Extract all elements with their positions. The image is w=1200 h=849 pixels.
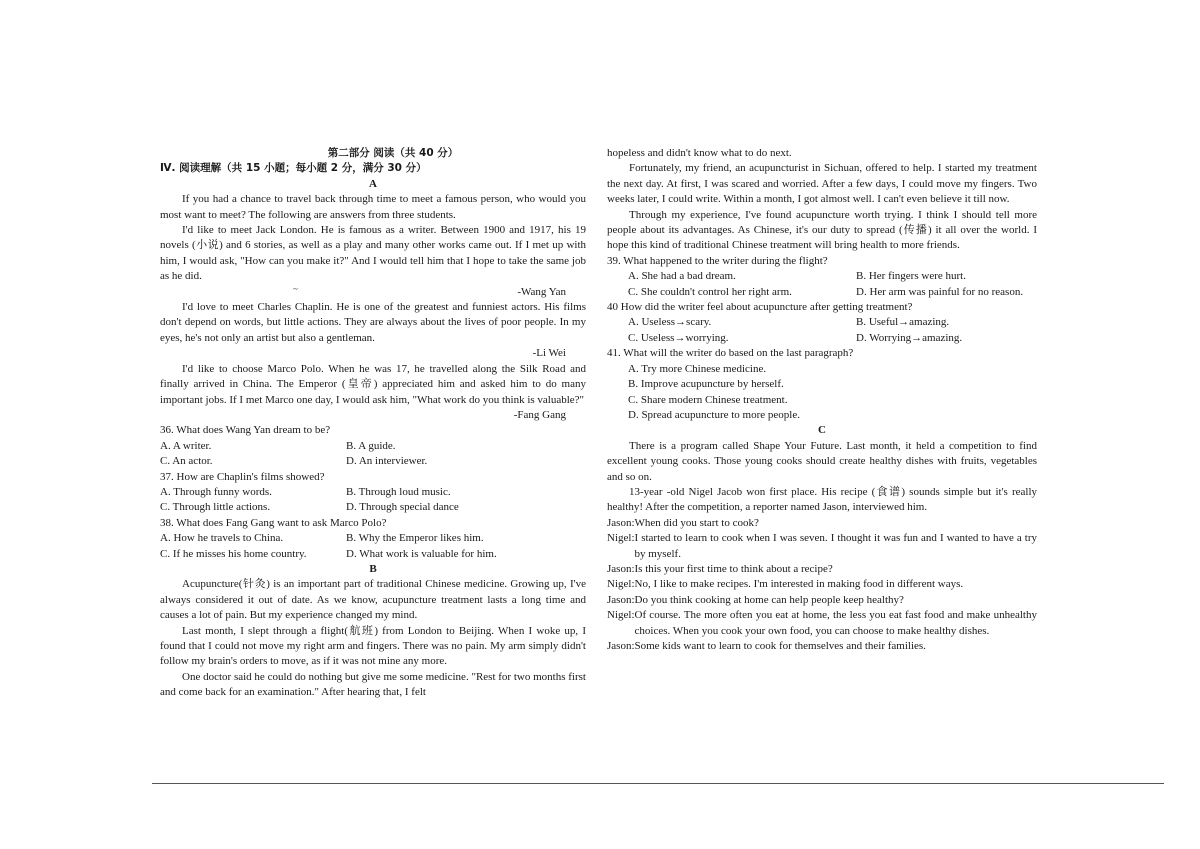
option-a: A. She had a bad dream.: [628, 270, 736, 283]
passage-b-paragraph-5: Through my experience, I've found acupuncture worth trying. I think I should tell more people about its advantages. As Chinese, it's our duty to spread (传播) it all over the world. I hope this kind of traditional Chinese treatment will bring health to more friends.: [607, 208, 1037, 252]
passage-b-continuation: hopeless and didn't know what to do next.: [607, 147, 792, 159]
dialogue-text: Of course. The more often you eat at home, the less you eat fast food and make unhealthy choices. When you cook your own food, you can choose to make healthy dishes.: [634, 609, 1037, 637]
option-d: D. An interviewer.: [346, 455, 428, 468]
passage-b-paragraph-2: Last month, I slept through a flight(航班) from London to Beijing. When I woke up, I found that I could not move my right arm and fingers. There was no pain. My arm simply didn't follow my brain's orders to move, as if it was not mine any more.: [160, 624, 586, 668]
passage-c-paragraph-2: 13-year -old Nigel Jacob won first place. His recipe (食谱) sounds simple but it's really healthy! After the competition, a reporter named Jason, interviewed him.: [607, 485, 1037, 514]
question-36: [160, 423, 586, 469]
dialogue-line: [607, 531, 1037, 562]
passage-b-paragraph-3: One doctor said he could do nothing but give me some medicine. "Rest for two months first and come back for an examination." After hearing that, I felt: [160, 670, 586, 699]
passage-a-paragraph-1: I'd like to meet Jack London. He is famous as a writer. Between 1900 and 1917, his 19 novels (小说) and 6 stories, as well as a play and many other works came out. If I met up with him, I would ask, "How can you make it?" And I would tell him that I hope to take the same job as he did.: [160, 224, 586, 283]
option-c: C. Share modern Chinese treatment.: [628, 393, 788, 406]
dialogue-line: [607, 577, 1037, 592]
question-41: [607, 346, 1037, 423]
option-b: B. Through loud music.: [346, 485, 451, 498]
left-column: [160, 146, 586, 701]
ink-smudge: ~: [293, 284, 298, 294]
dialogue-text: When did you start to cook?: [634, 516, 759, 529]
section-title: Ⅳ. 阅读理解（共 15 小题；每小题 2 分，满分 30 分）: [160, 162, 427, 175]
speaker: Nigel:: [607, 532, 635, 545]
question-stem: 41. What will the writer do based on the last paragraph?: [607, 347, 854, 360]
question-stem: 36. What does Wang Yan dream to be?: [160, 424, 331, 437]
dialogue-line: [607, 608, 1037, 639]
dialogue-line: [607, 562, 1037, 577]
dialogue-text: No, I like to make recipes. I'm interested in making food in different ways.: [634, 578, 964, 591]
question-stem: 40 How did the writer feel about acupuncture after getting treatment?: [607, 301, 913, 314]
dialogue-text: I started to learn to cook when I was seven. I thought it was fun and I wanted to have a try by myself.: [634, 532, 1037, 560]
option-b: B. Useful→amazing.: [856, 316, 950, 329]
speaker: Jason:: [607, 640, 635, 652]
dialogue-line: [607, 639, 1037, 654]
option-c: C. An actor.: [160, 455, 213, 468]
question-39: [607, 254, 1037, 300]
right-column: [607, 146, 1037, 654]
option-b: B. Her fingers were hurt.: [856, 270, 966, 283]
dialogue-line: [607, 593, 1037, 608]
option-d: D. Through special dance: [346, 501, 459, 514]
option-a: A. Useless→scary.: [628, 316, 712, 329]
passage-a-paragraph-2: I'd love to meet Charles Chaplin. He is one of the greatest and funniest actors. His films don't depend on words, but little actions. They are always about the lives of poor people. In my eyes, he's not only an artist but also a gentleman.: [160, 301, 586, 344]
interview-dialogue: [607, 516, 1037, 655]
part-title: 第二部分 阅读（共 40 分）: [327, 147, 459, 159]
speaker: Jason:: [607, 516, 635, 529]
passage-b-paragraph-1: Acupuncture(针灸) is an important part of traditional Chinese medicine. Growing up, I've always considered it out of date. As we know, acupuncture treatment lasts a long time and causes a lot of pain. But my experience changed my mind.: [160, 578, 586, 622]
signature-fang-gang: -Fang Gang: [513, 408, 566, 421]
passage-a-paragraph-3: I'd like to choose Marco Polo. When he was 17, he travelled along the Silk Road and finally arrived in China. The Emperor (皇帝) appreciated him and asked him to do many important jobs. If I met Marco one day, I would ask him, "What work do you think is valuable?": [160, 362, 586, 406]
option-b: B. Improve acupuncture by herself.: [628, 378, 784, 391]
question-stem: 38. What does Fang Gang want to ask Marco Polo?: [160, 516, 387, 529]
speaker: Nigel:: [607, 578, 635, 591]
page-bottom-rule: [152, 783, 1164, 784]
signature-wang-yan: -Wang Yan: [517, 285, 566, 298]
dialogue-text: Some kids want to learn to cook for themselves and their families.: [634, 640, 926, 652]
question-stem: 37. How are Chaplin's films showed?: [160, 470, 325, 483]
passage-a-letter: A: [369, 177, 377, 190]
passage-a-intro: If you had a chance to travel back through time to meet a famous person, who would you most want to meet? The following are answers from three students.: [160, 193, 586, 221]
passage-b-letter: B: [369, 562, 377, 575]
option-b: B. Why the Emperor likes him.: [346, 532, 484, 545]
option-c: C. She couldn't control her right arm.: [628, 285, 792, 298]
question-stem: 39. What happened to the writer during the flight?: [607, 254, 828, 267]
option-c: C. Through little actions.: [160, 501, 271, 514]
dialogue-text: Is this your first time to think about a recipe?: [634, 562, 833, 575]
option-a: A. How he travels to China.: [160, 532, 284, 545]
option-b: B. A guide.: [346, 439, 396, 452]
passage-b-paragraph-4: Fortunately, my friend, an acupuncturist in Sichuan, offered to help. I started my treatment the next day. At first, I was scared and worried. After a few days, I could move my fingers. Two weeks later, I could write. Within a month, I got almost well. I can't even believe it till now.: [607, 162, 1037, 206]
option-c: C. Useless→worrying.: [628, 331, 729, 344]
option-d: D. Spread acupuncture to more people.: [628, 408, 800, 421]
passage-c-paragraph-1: There is a program called Shape Your Future. Last month, it held a competition to find excellent young cooks. Those young cooks should create healthy dishes with fruits, vegetables and so on.: [607, 439, 1037, 483]
dialogue-line: [607, 516, 1037, 531]
dialogue-text: Do you think cooking at home can help people keep healthy?: [634, 593, 904, 606]
passage-c-letter: C: [818, 424, 826, 437]
option-d: D. Her arm was painful for no reason.: [856, 285, 1024, 298]
question-37: [160, 470, 586, 516]
speaker: Jason:: [607, 562, 635, 575]
speaker: Jason:: [607, 593, 635, 606]
option-d: D. What work is valuable for him.: [346, 547, 497, 560]
question-38: [160, 516, 586, 562]
question-40: [607, 300, 1037, 346]
option-a: A. A writer.: [160, 439, 212, 452]
option-c: C. If he misses his home country.: [160, 547, 307, 560]
speaker: Nigel:: [607, 609, 635, 622]
option-d: D. Worrying→amazing.: [856, 331, 963, 344]
option-a: A. Through funny words.: [160, 485, 272, 498]
signature-li-wei: -Li Wei: [532, 347, 566, 360]
option-a: A. Try more Chinese medicine.: [628, 362, 767, 375]
